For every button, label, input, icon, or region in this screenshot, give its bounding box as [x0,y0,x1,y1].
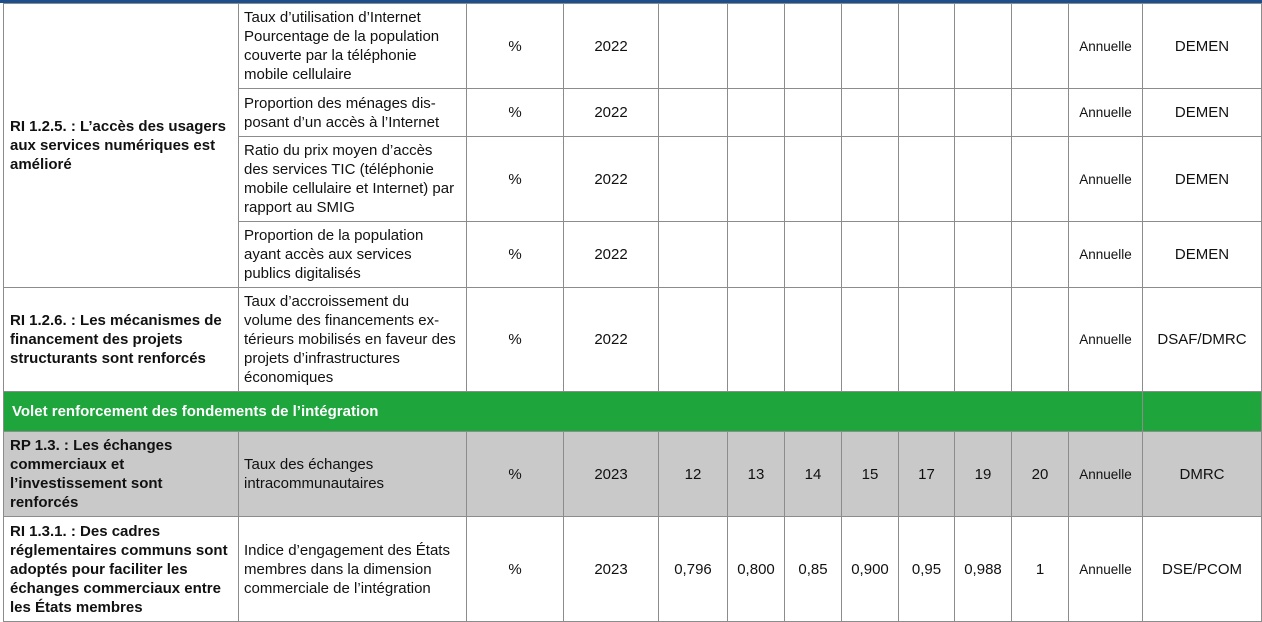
source-cell: DEMEN [1143,4,1262,89]
source-cell: DSE/PCOM [1143,517,1262,622]
section-empty-cell [1143,392,1262,432]
target-cell: 15 [842,432,899,517]
target-cell [955,137,1012,222]
frequency-cell: Annuelle [1069,137,1143,222]
source-cell: DEMEN [1143,137,1262,222]
frequency-cell: Annuelle [1069,222,1143,288]
indicator-cell: Indice d’engagement des États membres dans la dimension commerciale de l’intégration [239,517,467,622]
year-cell: 2023 [564,432,659,517]
result-cell: RI 1.3.1. : Des cadres réglementaires communs sont adoptés pour faciliter les échanges commerciaux entre les États membres [4,517,239,622]
target-cell [659,4,728,89]
target-cell [1012,137,1069,222]
indicator-cell: Ratio du prix moyen d’accès des services TIC (téléphonie mobile cellulaire et Internet) par rapport au SMIG [239,137,467,222]
target-cell: 0,796 [659,517,728,622]
target-cell: 12 [659,432,728,517]
target-cell: 0,900 [842,517,899,622]
indicator-cell: Taux des échanges intracommunautaires [239,432,467,517]
target-cell [659,222,728,288]
target-cell [659,89,728,137]
target-cell [659,137,728,222]
unit-cell: % [467,517,564,622]
year-cell: 2022 [564,137,659,222]
target-cell [955,222,1012,288]
unit-cell: % [467,432,564,517]
target-cell: 0,800 [728,517,785,622]
table-row [4,517,1262,622]
target-cell [842,4,899,89]
target-cell: 14 [785,432,842,517]
target-cell: 17 [899,432,955,517]
target-cell [785,222,842,288]
target-cell [842,222,899,288]
target-cell [899,137,955,222]
target-cell [842,288,899,392]
frequency-cell: Annuelle [1069,89,1143,137]
target-cell [728,89,785,137]
result-cell: RI 1.2.5. : L’accès des usagers aux services numériques est amélioré [4,4,239,288]
indicator-cell: Taux d’utilisation d’Internet Pourcentage de la population couverte par la téléphonie mobile cellulaire [239,4,467,89]
target-cell [1012,89,1069,137]
target-cell [899,222,955,288]
target-cell [785,89,842,137]
unit-cell: % [467,222,564,288]
target-cell: 0,85 [785,517,842,622]
year-cell: 2022 [564,89,659,137]
target-cell [659,288,728,392]
year-cell: 2022 [564,222,659,288]
indicator-cell: Taux d’accroissement du volume des financements ex-térieurs mobilisés en faveur des projets d’infrastructures économiques [239,288,467,392]
target-cell [1012,222,1069,288]
target-cell [842,89,899,137]
target-cell [842,137,899,222]
frequency-cell: Annuelle [1069,288,1143,392]
target-cell [1012,4,1069,89]
result-cell: RI 1.2.6. : Les mécanismes de financement des projets structurants sont renforcés [4,288,239,392]
indicator-cell: Proportion des ménages dis-posant d’un accès à l’Internet [239,89,467,137]
target-cell [955,288,1012,392]
indicator-cell: Proportion de la population ayant accès aux services publics digitalisés [239,222,467,288]
year-cell: 2022 [564,4,659,89]
target-cell [785,4,842,89]
target-cell: 13 [728,432,785,517]
target-cell [899,288,955,392]
target-cell [1012,288,1069,392]
table-row [4,432,1262,517]
frequency-cell: Annuelle [1069,4,1143,89]
target-cell [728,4,785,89]
frequency-cell: Annuelle [1069,432,1143,517]
section-title: Volet renforcement des fondements de l’intégration [4,392,1143,432]
unit-cell: % [467,137,564,222]
source-cell: DEMEN [1143,222,1262,288]
unit-cell: % [467,89,564,137]
year-cell: 2022 [564,288,659,392]
table-row [4,288,1262,392]
target-cell [899,4,955,89]
source-cell: DEMEN [1143,89,1262,137]
target-cell [728,222,785,288]
source-cell: DSAF/DMRC [1143,288,1262,392]
result-cell: RP 1.3. : Les échanges commerciaux et l’investissement sont renforcés [4,432,239,517]
unit-cell: % [467,288,564,392]
table-row [4,4,1262,89]
target-cell [785,288,842,392]
unit-cell: % [467,4,564,89]
target-cell [728,137,785,222]
year-cell: 2023 [564,517,659,622]
target-cell: 0,988 [955,517,1012,622]
target-cell: 1 [1012,517,1069,622]
target-cell: 0,95 [899,517,955,622]
target-cell [785,137,842,222]
target-cell: 19 [955,432,1012,517]
target-cell: 20 [1012,432,1069,517]
frequency-cell: Annuelle [1069,517,1143,622]
target-cell [955,4,1012,89]
target-cell [728,288,785,392]
source-cell: DMRC [1143,432,1262,517]
target-cell [899,89,955,137]
results-framework-table [3,3,1262,622]
target-cell [955,89,1012,137]
section-header-row [4,392,1262,432]
